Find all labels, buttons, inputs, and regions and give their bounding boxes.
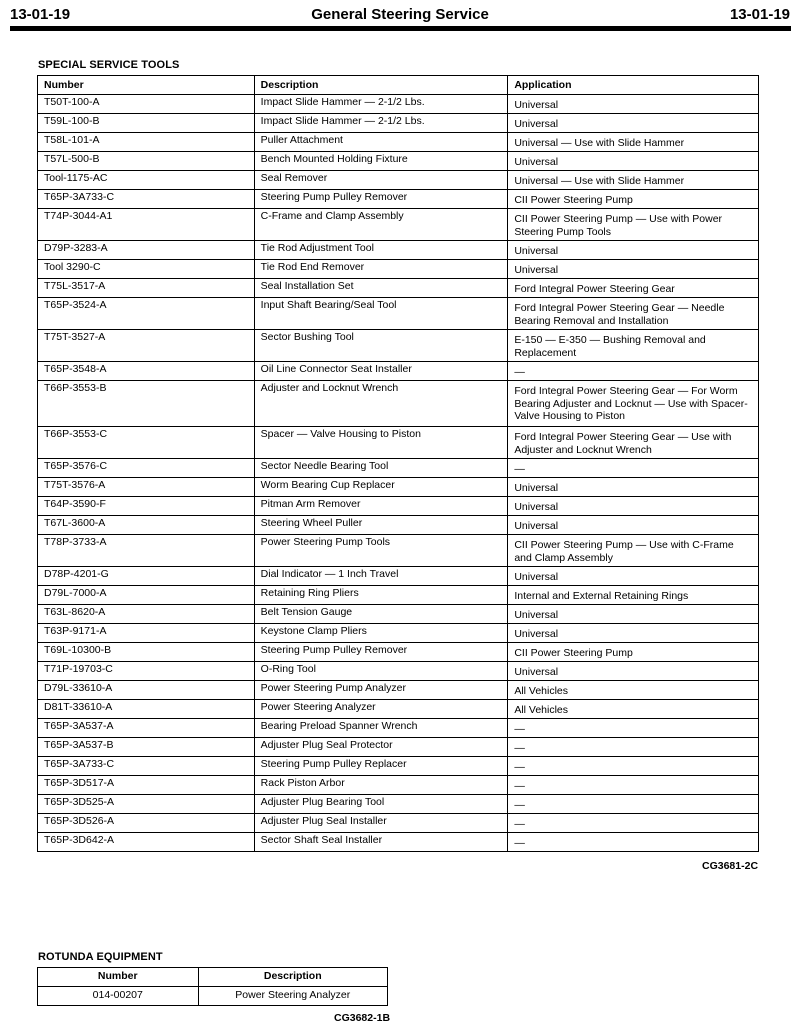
tool-number-cell: T65P-3A733-C [38, 190, 255, 209]
tool-application-cell: All Vehicles [508, 681, 759, 700]
tool-number-cell: T65P-3A733-C [38, 757, 255, 776]
tool-number-cell: T65P-3D525-A [38, 795, 255, 814]
tool-description-cell: Steering Pump Pulley Replacer [254, 757, 508, 776]
tool-description-cell: Belt Tension Gauge [254, 605, 508, 624]
table-row [38, 833, 759, 852]
tool-description-cell: Steering Wheel Puller [254, 516, 508, 535]
tool-description-cell: Rack Piston Arbor [254, 776, 508, 795]
tool-application-cell: Universal [508, 624, 759, 643]
tool-number-cell: T65P-3524-A [38, 298, 255, 330]
table-row [38, 260, 759, 279]
equipment-number-cell: 014-00207 [38, 987, 199, 1006]
table-row [38, 535, 759, 567]
tool-number-cell: T65P-3A537-B [38, 738, 255, 757]
tool-application-cell: Internal and External Retaining Rings [508, 586, 759, 605]
tool-number-cell: T69L-10300-B [38, 643, 255, 662]
tool-application-cell: Universal [508, 95, 759, 114]
tool-number-cell: T75T-3527-A [38, 330, 255, 362]
column-header-number: Number [38, 76, 255, 95]
tool-description-cell: Seal Remover [254, 171, 508, 190]
table-row [38, 114, 759, 133]
tool-number-cell: T66P-3553-C [38, 427, 255, 459]
table-row [38, 497, 759, 516]
tool-description-cell: Power Steering Pump Analyzer [254, 681, 508, 700]
tool-application-cell: All Vehicles [508, 700, 759, 719]
tool-number-cell: T74P-3044-A1 [38, 209, 255, 241]
table-row [38, 279, 759, 298]
tool-description-cell: Power Steering Pump Tools [254, 535, 508, 567]
table-row [38, 719, 759, 738]
page-number-left: 13-01-19 [10, 6, 71, 23]
table-header-row [38, 968, 388, 987]
table-row [38, 171, 759, 190]
table-row [38, 624, 759, 643]
tool-description-cell: Seal Installation Set [254, 279, 508, 298]
tool-description-cell: Bench Mounted Holding Fixture [254, 152, 508, 171]
tool-number-cell: T63P-9171-A [38, 624, 255, 643]
tool-description-cell: Tie Rod Adjustment Tool [254, 241, 508, 260]
table-row [38, 478, 759, 497]
tool-description-cell: Impact Slide Hammer — 2-1/2 Lbs. [254, 114, 508, 133]
tool-number-cell: D79L-33610-A [38, 681, 255, 700]
table-row [38, 459, 759, 478]
tool-number-cell: T58L-101-A [38, 133, 255, 152]
table-header-row [38, 76, 759, 95]
tool-application-cell: — [508, 738, 759, 757]
table-row [38, 700, 759, 719]
tool-description-cell: Input Shaft Bearing/Seal Tool [254, 298, 508, 330]
table-row [38, 95, 759, 114]
tool-number-cell: T78P-3733-A [38, 535, 255, 567]
table-row [38, 427, 759, 459]
tool-description-cell: Retaining Ring Pliers [254, 586, 508, 605]
table-row [38, 516, 759, 535]
page-number-right: 13-01-19 [729, 6, 790, 23]
tool-application-cell: Universal [508, 567, 759, 586]
tool-application-cell: CII Power Steering Pump [508, 643, 759, 662]
rotunda-body [38, 987, 388, 1006]
tool-application-cell: — [508, 833, 759, 852]
table-row [38, 330, 759, 362]
tool-description-cell: Power Steering Analyzer [254, 700, 508, 719]
table-row [38, 241, 759, 260]
tool-number-cell: T66P-3553-B [38, 381, 255, 427]
tool-number-cell: D79P-3283-A [38, 241, 255, 260]
tool-number-cell: T63L-8620-A [38, 605, 255, 624]
tool-number-cell: D79L-7000-A [38, 586, 255, 605]
tool-description-cell: Steering Pump Pulley Remover [254, 643, 508, 662]
tool-application-cell: — [508, 362, 759, 381]
table-row [38, 738, 759, 757]
tool-description-cell: Pitman Arm Remover [254, 497, 508, 516]
tool-description-cell: Bearing Preload Spanner Wrench [254, 719, 508, 738]
tool-number-cell: T67L-3600-A [38, 516, 255, 535]
tool-application-cell: Universal [508, 516, 759, 535]
tool-description-cell: Sector Bushing Tool [254, 330, 508, 362]
tool-application-cell: Ford Integral Power Steering Gear — For Worm Bearing Adjuster and Locknut — Use with Spacer-Valve Housing to Piston [508, 381, 759, 427]
table-row [38, 152, 759, 171]
tool-application-cell: E-150 — E-350 — Bushing Removal and Replacement [508, 330, 759, 362]
tool-application-cell: Universal [508, 605, 759, 624]
tool-application-cell: — [508, 814, 759, 833]
tool-number-cell: T65P-3D642-A [38, 833, 255, 852]
table-row [38, 662, 759, 681]
tool-description-cell: Puller Attachment [254, 133, 508, 152]
tool-number-cell: T59L-100-B [38, 114, 255, 133]
table-row [38, 567, 759, 586]
tool-description-cell: Adjuster Plug Bearing Tool [254, 795, 508, 814]
tool-number-cell: T65P-3576-C [38, 459, 255, 478]
tool-application-cell: Universal — Use with Slide Hammer [508, 133, 759, 152]
tool-number-cell: Tool-1175-AC [38, 171, 255, 190]
tool-number-cell: Tool 3290-C [38, 260, 255, 279]
tool-description-cell: Spacer — Valve Housing to Piston [254, 427, 508, 459]
page-title: General Steering Service [311, 6, 489, 23]
tool-number-cell: T65P-3548-A [38, 362, 255, 381]
figure-code-rotunda: CG3682-1B [334, 1012, 391, 1024]
table-row [38, 776, 759, 795]
tool-application-cell: Universal [508, 662, 759, 681]
tool-number-cell: T65P-3D526-A [38, 814, 255, 833]
tool-number-cell: T65P-3D517-A [38, 776, 255, 795]
table-row [38, 133, 759, 152]
tool-number-cell: D78P-4201-G [38, 567, 255, 586]
tool-application-cell: — [508, 795, 759, 814]
tool-application-cell: Universal [508, 152, 759, 171]
column-header-number: Number [38, 968, 199, 987]
tool-description-cell: Tie Rod End Remover [254, 260, 508, 279]
table-row [38, 795, 759, 814]
tool-application-cell: Universal [508, 478, 759, 497]
tool-number-cell: T75T-3576-A [38, 478, 255, 497]
tool-description-cell: Adjuster Plug Seal Installer [254, 814, 508, 833]
tool-application-cell: Ford Integral Power Steering Gear [508, 279, 759, 298]
tool-application-cell: CII Power Steering Pump — Use with C-Frame and Clamp Assembly [508, 535, 759, 567]
tool-application-cell: Ford Integral Power Steering Gear — Needle Bearing Removal and Installation [508, 298, 759, 330]
tool-application-cell: Ford Integral Power Steering Gear — Use with Adjuster and Locknut Wrench [508, 427, 759, 459]
equipment-description-cell: Power Steering Analyzer [198, 987, 387, 1006]
page-header [10, 4, 790, 26]
table-row [38, 586, 759, 605]
table-row [38, 190, 759, 209]
tool-number-cell: T65P-3A537-A [38, 719, 255, 738]
tool-description-cell: Impact Slide Hammer — 2-1/2 Lbs. [254, 95, 508, 114]
tool-description-cell: Sector Shaft Seal Installer [254, 833, 508, 852]
tool-description-cell: O-Ring Tool [254, 662, 508, 681]
tool-number-cell: T71P-19703-C [38, 662, 255, 681]
table-row [38, 757, 759, 776]
tool-description-cell: Adjuster Plug Seal Protector [254, 738, 508, 757]
tool-number-cell: T57L-500-B [38, 152, 255, 171]
tool-application-cell: Universal [508, 497, 759, 516]
tool-number-cell: T64P-3590-F [38, 497, 255, 516]
tool-application-cell: — [508, 757, 759, 776]
table-row [38, 814, 759, 833]
special-tools-table [37, 75, 759, 852]
table-row [38, 362, 759, 381]
tool-application-cell: — [508, 719, 759, 738]
table-row [38, 605, 759, 624]
tool-description-cell: Sector Needle Bearing Tool [254, 459, 508, 478]
tool-application-cell: — [508, 776, 759, 795]
tool-application-cell: Universal [508, 241, 759, 260]
table-row [38, 681, 759, 700]
table-row [38, 209, 759, 241]
tool-number-cell: T75L-3517-A [38, 279, 255, 298]
figure-code-special-tools: CG3681-2C [702, 860, 759, 872]
tool-application-cell: Universal — Use with Slide Hammer [508, 171, 759, 190]
tool-number-cell: T50T-100-A [38, 95, 255, 114]
tool-application-cell: CII Power Steering Pump — Use with Power Steering Pump Tools [508, 209, 759, 241]
tool-number-cell: D81T-33610-A [38, 700, 255, 719]
tool-application-cell: — [508, 459, 759, 478]
column-header-description: Description [254, 76, 508, 95]
tool-application-cell: CII Power Steering Pump [508, 190, 759, 209]
header-rule [10, 26, 791, 31]
rotunda-table [37, 967, 388, 1006]
special-tools-title: SPECIAL SERVICE TOOLS [38, 59, 180, 71]
column-header-description: Description [198, 968, 387, 987]
tool-description-cell: Keystone Clamp Pliers [254, 624, 508, 643]
column-header-application: Application [508, 76, 759, 95]
tool-application-cell: Universal [508, 114, 759, 133]
tool-description-cell: Adjuster and Locknut Wrench [254, 381, 508, 427]
special-tools-body [38, 95, 759, 852]
table-row [38, 643, 759, 662]
tool-description-cell: C-Frame and Clamp Assembly [254, 209, 508, 241]
table-row [38, 298, 759, 330]
tool-description-cell: Oil Line Connector Seat Installer [254, 362, 508, 381]
tool-description-cell: Dial Indicator — 1 Inch Travel [254, 567, 508, 586]
table-row [38, 987, 388, 1006]
tool-description-cell: Worm Bearing Cup Replacer [254, 478, 508, 497]
table-row [38, 381, 759, 427]
tool-application-cell: Universal [508, 260, 759, 279]
tool-description-cell: Steering Pump Pulley Remover [254, 190, 508, 209]
rotunda-title: ROTUNDA EQUIPMENT [38, 951, 163, 963]
